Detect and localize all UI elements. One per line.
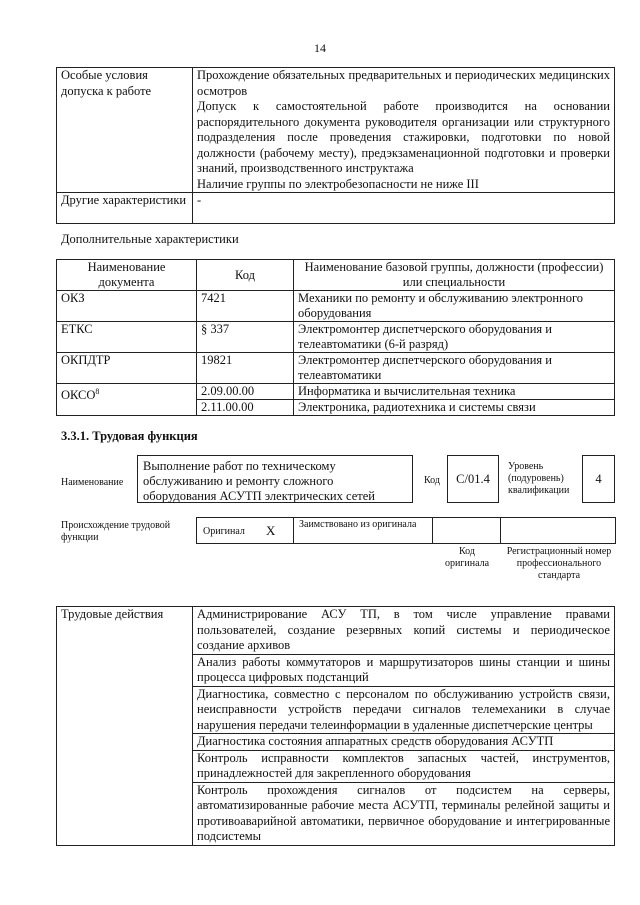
table-row — [57, 68, 615, 193]
actions-label: Трудовые действия — [57, 607, 193, 846]
labor-actions-table — [56, 606, 615, 846]
code-cell: § 337 — [197, 322, 294, 353]
original-label: Оригинал — [203, 526, 245, 537]
function-heading: 3.3.1. Трудовая функция — [61, 429, 198, 443]
conditions-label: Особые условия допуска к работе — [57, 68, 193, 193]
original-mark: X — [266, 523, 276, 538]
divider — [293, 517, 294, 544]
table-row — [57, 193, 615, 224]
page-number: 14 — [314, 41, 326, 55]
other-value: - — [193, 193, 615, 224]
table-row — [57, 322, 615, 353]
action-item: Контроль исправности комплектов запасных частей, инструментов, принадлежностей для закрепленного оборудования — [193, 750, 615, 782]
action-item: Диагностика, совместно с персоналом по обслуживанию устройств связи, неисправности устройств передачи сигналов телемеханики в случае нарушения передачи телеинформации в удаленные диспетчерские центры — [193, 686, 615, 734]
doc-cell: ОКПДТР — [57, 353, 197, 384]
col-header: Наименование базовой группы, должности (профессии) или специальности — [294, 260, 615, 291]
conditions-paragraph: Наличие группы по электробезопасности не ниже III — [197, 176, 479, 191]
name-cell: Информатика и вычислительная техника — [294, 384, 615, 400]
code-cell: 2.09.00.00 — [197, 384, 294, 400]
divider — [500, 517, 501, 544]
name-cell: Электромонтер диспетчерского оборудования и телеавтоматики — [294, 353, 615, 384]
col-header: Код — [197, 260, 294, 291]
table-row — [57, 384, 615, 400]
okso-label: ОКСО — [61, 388, 96, 403]
action-item: Диагностика состояния аппаратных средств оборудования АСУТП — [193, 734, 615, 751]
additional-title: Дополнительные характеристики — [61, 232, 239, 246]
doc-cell: ЕТКС — [57, 322, 197, 353]
code-cell: 7421 — [197, 291, 294, 322]
level-label: Уровень (подуровень) квалификации — [508, 461, 570, 496]
code-caption: Код оригинала — [444, 546, 490, 569]
table-row — [57, 291, 615, 322]
origin-box — [196, 517, 616, 544]
function-name: Выполнение работ по техническому обслуживанию и ремонту сложного оборудования АСУТП электрических сетей — [137, 455, 413, 503]
doc-cell — [57, 384, 197, 416]
conditions-paragraph: Допуск к самостоятельной работе производится на основании распорядительного документа руководителя организации или структурного подразделения после проведения стажировки, подготовки по новой должности (рабочему месту), предэкзаменационной подготовки и проверки знаний, производственного инструктажа — [197, 99, 610, 175]
action-item: Администрирование АСУ ТП, в том числе управление правами пользователей, создание резервных копий системы и периодическое создание архивов — [193, 607, 615, 655]
name-cell: Электроника, радиотехника и системы связи — [294, 400, 615, 416]
function-code: C/01.4 — [447, 455, 499, 503]
action-item: Анализ работы коммутаторов и маршрутизаторов шины станции и шины процесса цифровых подстанций — [193, 654, 615, 686]
name-label: Наименование — [61, 477, 124, 488]
code-cell: 2.11.00.00 — [197, 400, 294, 416]
table-row — [57, 607, 615, 655]
origin-label: Происхождение трудовой функции — [61, 520, 171, 543]
additional-table — [56, 259, 615, 416]
reg-caption: Регистрационный номер профессионального стандарта — [506, 546, 612, 581]
conditions-table — [56, 67, 615, 224]
level-value: 4 — [582, 455, 615, 503]
table-row — [57, 353, 615, 384]
conditions-paragraph: Прохождение обязательных предварительных и периодических медицинских осмотров — [197, 68, 610, 98]
name-cell: Механики по ремонту и обслуживанию электронного оборудования — [294, 291, 615, 322]
other-label: Другие характеристики — [57, 193, 193, 224]
name-cell: Электромонтер диспетчерского оборудования и телеавтоматики (6-й разряд) — [294, 322, 615, 353]
doc-cell: ОКЗ — [57, 291, 197, 322]
table-header-row — [57, 260, 615, 291]
conditions-value — [193, 68, 615, 193]
divider — [432, 517, 433, 544]
code-cell: 19821 — [197, 353, 294, 384]
action-item: Контроль прохождения сигналов от подсистем на серверы, автоматизированные рабочие места АСУТП, терминалы релейной защиты и противоаварийной автоматики, первичное оборудование и интегрированные подсистемы — [193, 782, 615, 845]
col-header: Наименование документа — [57, 260, 197, 291]
footnote-mark: 8 — [95, 387, 100, 396]
borrowed-label: Заимствовано из оригинала — [299, 519, 417, 530]
code-label: Код — [424, 475, 440, 486]
